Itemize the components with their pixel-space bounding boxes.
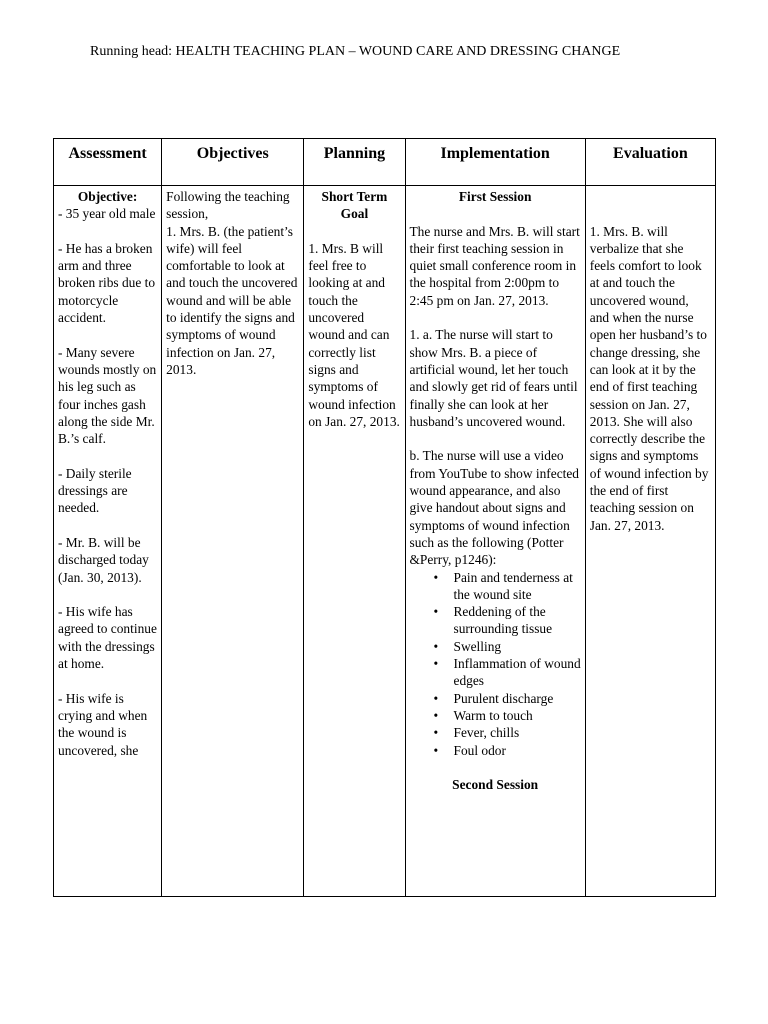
- objectives-item: 1. Mrs. B. (the patient’s wife) will feel comfortable to look at and touch the uncovered wound and will be able to identify the signs and symptoms of wound infection on Jan. 27, 2013.: [166, 223, 298, 377]
- planning-heading: Short Term Goal: [321, 189, 388, 222]
- objectives-cell: [162, 186, 304, 897]
- header-implementation: Implementation: [405, 139, 585, 186]
- list-item: • Warm to touch: [434, 707, 581, 724]
- assessment-item: - 35 year old male: [58, 206, 156, 222]
- assessment-heading: Objective:: [77, 189, 138, 204]
- second-session-heading: Second Session: [452, 777, 539, 793]
- implementation-intro: The nurse and Mrs. B. will start their first teaching session in quiet small conference room in the hospital from 2:00pm to 2:45 pm on Jan. 27, 2013.: [409, 223, 580, 308]
- assessment-item: - Daily sterile dressings are needed.: [58, 465, 132, 516]
- header-assessment: Assessment: [54, 139, 162, 186]
- assessment-item: - His wife has agreed to continue with the dressings at home.: [58, 604, 157, 672]
- evaluation-item: 1. Mrs. B. will verbalize that she feels comfort to look at and touch the uncovered wound, and when the nurse open her husband’s to change dressing, she can look at it by the end of first teaching session on Jan. 27, 2013. She will also correctly describe the signs and symptoms of wound infection by the end of first teaching session on Jan. 27, 2013.: [589, 223, 709, 533]
- assessment-item: - He has a broken arm and three broken ribs due to motorcycle accident.: [58, 240, 156, 326]
- header-evaluation: Evaluation: [585, 139, 715, 186]
- list-item: • Foul odor: [434, 742, 581, 759]
- list-item: • Inflammation of wound edges: [434, 655, 581, 690]
- teaching-plan-table: [53, 138, 716, 897]
- planning-cell: [304, 186, 405, 897]
- planning-item: 1. Mrs. B will feel free to looking at and touch the uncovered wound and can correctly list signs and symptoms of wound infection on Jan. 27, 2013.: [308, 240, 400, 429]
- first-session-heading: First Session: [458, 189, 532, 204]
- assessment-cell: [54, 186, 162, 897]
- objectives-intro: Following the teaching session,: [166, 189, 290, 222]
- list-item: • Fever, chills: [434, 724, 581, 741]
- assessment-item: - His wife is crying and when the wound is uncovered, she: [58, 690, 148, 758]
- implementation-step-b: b. The nurse will use a video from YouTube to show infected wound appearance, and also give handout about signs and symptoms of wound infection such as the following (Potter &Perry, p1246):: [409, 448, 579, 568]
- assessment-item: - Mr. B. will be discharged today (Jan. 30, 2013).: [58, 534, 149, 585]
- evaluation-cell: [585, 186, 715, 897]
- list-item: • Reddening of the surrounding tissue: [434, 603, 581, 638]
- content-row: [54, 186, 716, 897]
- list-item: • Purulent discharge: [434, 690, 581, 707]
- header-objectives: Objectives: [162, 139, 304, 186]
- list-item: • Swelling: [434, 638, 581, 655]
- implementation-cell: [405, 186, 585, 897]
- header-planning: Planning: [304, 139, 405, 186]
- assessment-item: - Many severe wounds mostly on his leg such as four inches gash along the side Mr. B.’s calf.: [58, 344, 157, 447]
- implementation-step-a: 1. a. The nurse will start to show Mrs. B. a piece of artificial wound, let her touch and slowly get rid of fears until finally she can look at her husband’s uncovered wound.: [409, 327, 578, 429]
- header-row: [54, 139, 716, 186]
- list-item: • Pain and tenderness at the wound site: [434, 569, 581, 604]
- running-head: Running head: HEALTH TEACHING PLAN – WOUND CARE AND DRESSING CHANGE: [90, 44, 621, 59]
- infection-signs-list: [410, 569, 581, 759]
